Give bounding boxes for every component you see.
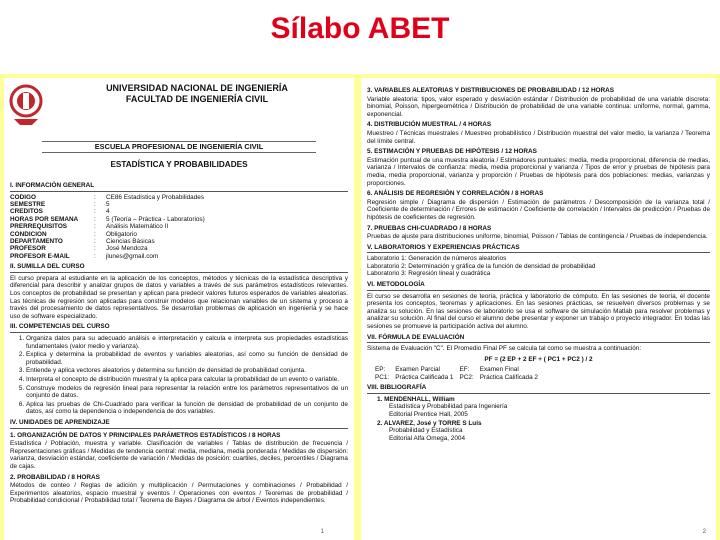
info-key: CREDITOS — [10, 208, 43, 216]
unit-title: 3. VARIABLES ALEATORIAS Y DISTRIBUCIONES DE PROBABILIDAD / 12 HORAS — [367, 87, 615, 94]
page-number: 1 — [320, 529, 324, 536]
evaluation-terms-table — [375, 366, 544, 381]
bibliography-entry — [377, 396, 710, 419]
table-row — [10, 238, 207, 245]
table-row — [10, 223, 207, 230]
info-value: jlunes@gmail.com — [106, 252, 159, 260]
evaluation-formula: PF = (2 EP + 2 EF + ( PC1 + PC2 ) / 2 — [484, 355, 593, 363]
table-row — [10, 194, 207, 201]
unit-block — [10, 432, 348, 471]
list-item: 1. Organiza datos para su adecuado análisis e interpretación y calcula e interpreta sus propiedades estadísticas fundamentales (valor medio y varianza). — [26, 335, 348, 350]
term-code: EP: — [375, 366, 386, 374]
general-info-table — [10, 194, 207, 261]
term-desc: Examen Parcial — [395, 366, 440, 374]
info-key: PRERREQUISITOS — [10, 223, 68, 231]
unit-block — [10, 474, 348, 505]
info-colon: : — [94, 252, 96, 260]
unit-text: Variable aleatoria: tipos, valor esperado y desviación estándar / Distribución de probabilidad de una variable discreta: binomial, Poisson, hipergeométrica / Distribución de probabilidad de una variable continua: uniforme, normal, gamma, exponencial. — [367, 95, 710, 118]
divider — [367, 252, 710, 253]
term-code: PC1: — [375, 373, 390, 381]
list-item: 3. Entiende y aplica vectores aleatorios y determina su función de densidad de probabilidad conjunta. — [26, 367, 348, 375]
table-row — [10, 245, 207, 252]
section-heading: III. COMPETENCIAS DEL CURSO — [10, 323, 110, 331]
divider — [367, 290, 710, 291]
term-code: EF: — [459, 366, 470, 374]
section-heading: IV. UNIDADES DE APRENDIZAJE — [10, 418, 110, 426]
unit-block — [367, 148, 710, 187]
unit-text: Métodos de conteo / Reglas de adición y multiplicación / Permutaciones y combinaciones / Probabilidad / Experimentos aleatorios, espacio muestral y eventos / Operaciones con eventos / Teoremas de probabilidad / Probabilidad condicional / Probabilidad total / Teorema de Bayes / Diagrama de árbol / Eventos independientes. — [10, 482, 348, 505]
term-desc: Práctica Calificada 2 — [479, 373, 538, 381]
unit-text: Muestreo / Técnicas muestrales / Muestreo probabilístico / Distribución muestral del valor medio, la varianza / Teorema del límite central. — [367, 129, 710, 145]
metodologia-text: El curso se desarrolla en sesiones de teoría, práctica y laboratorio de cómputo. En las sesiones de teoría, el docente presenta los conceptos, teoremas y aplicaciones. En las sesiones prácticas, se resuelven diversos problemas y se analiza su solución. En las sesiones de laboratorio se usa el software de simulación Matlab para resolver problemas y analizar su solución. Al final del curso el alumno debe presentar y exponer un trabajo o proyecto integrador. En todas las sesiones se promueve la participación activa del alumno. — [367, 292, 710, 331]
info-key: HORAS POR SEMANA — [10, 215, 79, 223]
info-value: Obligatorio — [106, 230, 137, 238]
info-key: CONDICION — [10, 230, 47, 238]
table-row — [375, 374, 544, 381]
ref-publisher: Editorial Prentice Hall, 2005 — [389, 411, 468, 418]
unit-title: 1. ORGANIZACIÓN DE DATOS Y PRINCIPALES PARÁMETROS ESTADÍSTICOS / 8 HORAS — [10, 431, 281, 439]
bibliography-entry — [377, 420, 710, 443]
ref-publisher: Editorial Alfa Omega, 2004 — [389, 434, 466, 442]
university-name — [44, 83, 350, 105]
competencias-list — [10, 335, 348, 416]
document-frame — [0, 74, 720, 540]
slide-title: Sílabo ABET — [270, 12, 450, 45]
list-item: 6. Aplica las pruebas de Chi-Cuadrado para verificar la función de densidad de probabilidad de un conjunto de datos, así como la dependencia o independencia de dos variables. — [26, 401, 348, 416]
unit-text: Pruebas de ajuste para distribuciones uniforme, binomial, Poisson / Tablas de contingencia / Pruebas de independencia. — [367, 233, 708, 241]
info-value: Análisis Matemático II — [106, 223, 169, 231]
list-item: 5. Construye modelos de regresión lineal para representar la relación entre los parámetros representativos de un conjunto de datos. — [26, 385, 348, 400]
info-colon: : — [94, 201, 96, 208]
info-colon: : — [94, 245, 96, 253]
info-key: CODIGO — [10, 193, 36, 201]
list-item: 4. Interpreta el concepto de distribución muestral y la aplica para calcular la probabilidad de un evento o variable. — [26, 376, 348, 384]
section-heading: VIII. BIBLIOGRAFÍA — [367, 384, 427, 392]
course-title: ESTADÍSTICA Y PROBABILIDADES — [110, 160, 248, 169]
info-colon: : — [94, 215, 96, 223]
info-key: DEPARTAMENTO — [10, 238, 63, 246]
syllabus-page-1 — [4, 78, 354, 540]
info-colon: : — [94, 223, 96, 231]
ref-title: Estadística y Probabilidad para Ingeniería — [389, 403, 508, 411]
info-value: José Mendoza — [106, 245, 148, 253]
divider — [10, 332, 348, 333]
lab-item: Laboratorio 3: Regresión lineal y cuadrática — [367, 270, 491, 278]
page-header — [4, 78, 354, 139]
unit-title: 6. ANÁLISIS DE REGRESIÓN Y CORRELACIÓN / 8 HORAS — [367, 190, 544, 198]
info-colon: : — [94, 208, 96, 216]
info-key: PROFESOR E-MAIL — [10, 252, 70, 260]
unit-text: Estadística / Población, muestra y variable. Clasificación de variables / Tablas de distribución de frecuencia / Representaciones gráficas / Medidas de tendencia central: media, mediana, media ponderada / Medidas de dispersión: varianza, desviación estándar, coeficiente de variación / Medidas de posición: cuartiles, deciles, percentiles / Diagrama de cajas. — [10, 440, 348, 470]
info-colon: : — [94, 193, 96, 201]
info-value: Ciencias Básicas — [106, 238, 155, 246]
page-number: 2 — [702, 529, 706, 536]
unit-title: 7. PRUEBAS CHI-CUADRADO / 8 HORAS — [367, 224, 492, 232]
unit-text: Regresión simple / Diagrama de dispersión / Estimación de parámetros / Descomposición de la varianza total / Coeficiente de determinación / Errores de estimación / Coeficiente de correlación / Intervalos de predicción / Pruebas de hipótesis de coeficientes de regresión. — [367, 198, 710, 221]
ref-author: 2. ALVAREZ, José y TORRE S Luis — [377, 419, 482, 427]
unit-block — [367, 190, 710, 221]
section-heading: VI. METODOLOGÍA — [367, 281, 425, 289]
unit-title: 5. ESTIMACIÓN Y PRUEBAS DE HIPÓTESIS / 12 HORAS — [367, 148, 537, 156]
term-desc: Examen Final — [479, 366, 519, 374]
lab-item: Laboratorio 1: Generación de números aleatorios — [367, 255, 507, 263]
lab-item: Laboratorio 2: Determinación y gráfica de la función de densidad de probabilidad — [367, 262, 596, 270]
list-item: 2. Explica y determina la probabilidad de eventos y variables aleatorias, así como su función de densidad de probabilidad. — [26, 351, 348, 366]
evaluation-text: Sistema de Evaluación "C". El Promedio Final PF se calcula tal como se muestra a continuación: — [367, 345, 642, 353]
school-name: ESCUELA PROFESIONAL DE INGENIERÍA CIVIL — [42, 141, 316, 153]
section-heading: II. SUMILLA DEL CURSO — [10, 263, 85, 271]
divider — [10, 191, 348, 192]
table-row — [10, 253, 207, 260]
unit-title: 4. DISTRIBUCIÓN MUESTRAL / 4 HORAS — [367, 121, 492, 129]
sumilla-text: El curso prepara al estudiante en la aplicación de los conceptos, métodos y técnicas de la estadística descriptiva y diferencial para describir y analizar grupos de datos y variables a través de sus parámetros estadísticos relevantes. Los conceptos de probabilidad se presentan y aplican para predecir valores futuros esperados de variables aleatorias. Las técnicas de regresión son aplicadas para construir modelos que relacionan variables de un sistema y proceso a través del procesamiento de datos representativos. Se desarrollan problemas de aplicación en ingeniería y se hace uso de software especializado. — [10, 274, 348, 320]
unit-block — [367, 225, 710, 241]
term-desc: Práctica Calificada 1 — [395, 373, 454, 381]
unit-block — [367, 121, 710, 145]
info-key: PROFESOR — [10, 245, 46, 253]
info-value: 5 — [106, 201, 110, 208]
info-value: 5 (Teoría – Práctica - Laboratorios) — [106, 215, 205, 223]
info-value: CE86 Estadística y Probabilidades — [106, 193, 205, 201]
divider — [367, 342, 710, 343]
university-seal-icon — [8, 83, 44, 127]
info-key: SEMESTRE — [10, 201, 46, 208]
ref-title: Probabilidad y Estadística — [389, 427, 463, 435]
unit-block — [367, 87, 710, 118]
section-heading: I. INFORMACIÓN GENERAL — [10, 182, 95, 189]
university-line-2: FACULTAD DE INGENIERÍA CIVIL — [125, 94, 269, 104]
divider — [10, 272, 348, 273]
section-heading: VII. FÓRMULA DE EVALUACIÓN — [367, 333, 465, 341]
info-colon: : — [94, 230, 96, 238]
table-row — [10, 208, 207, 215]
section-heading: V. LABORATORIOS Y EXPERIENCIAS PRÁCTICAS — [367, 243, 520, 251]
university-line-1: UNIVERSIDAD NACIONAL DE INGENIERÍA — [106, 83, 288, 93]
term-code: PC2: — [459, 373, 474, 381]
divider — [10, 428, 348, 429]
divider — [367, 393, 710, 394]
table-row — [10, 201, 207, 208]
syllabus-page-2 — [361, 78, 716, 540]
info-value: 4 — [106, 208, 110, 216]
table-row — [10, 216, 207, 223]
unit-text: Estimación puntual de una muestra aleatoria / Estimadores puntuales: media, media proporcional, diferencia de medias, varianza / Intervalos de confianza: media, media proporcional y varianza / Tipos de error y pruebas de hipótesis para media, media proporcional, varianza y proporción / Pruebas de hipótesis para dos poblaciones: medias, varianzas y proporciones. — [367, 156, 710, 187]
table-row — [10, 231, 207, 238]
table-row — [375, 366, 544, 373]
info-colon: : — [94, 238, 96, 246]
ref-author: 1. MENDENHALL, William — [377, 395, 455, 403]
unit-title: 2. PROBABILIDAD / 8 HORAS — [10, 473, 100, 481]
